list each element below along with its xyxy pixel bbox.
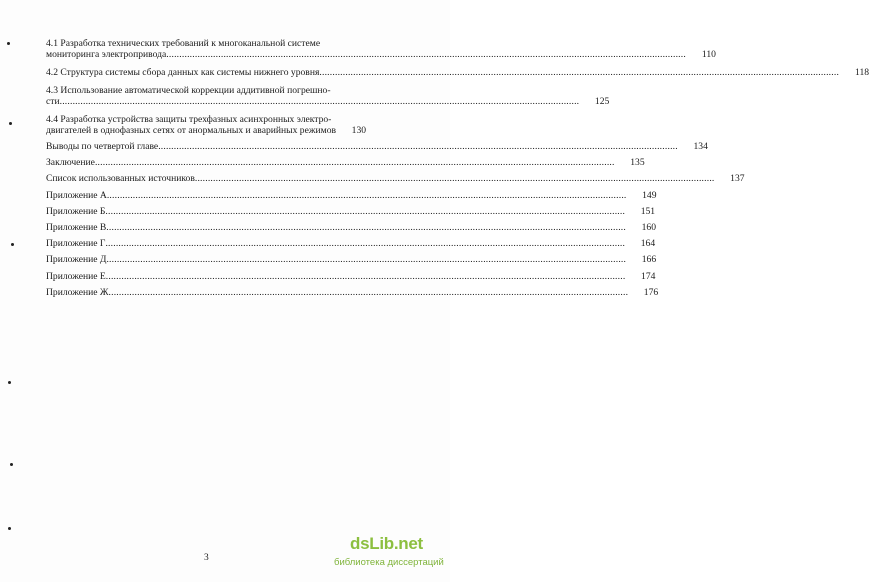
toc-entry xyxy=(46,173,745,185)
watermark-logo: dsLib.net xyxy=(350,534,423,553)
toc-line xyxy=(46,38,354,49)
toc-entry-title: Список использованных источников xyxy=(46,173,195,185)
toc-entry-title: Выводы по четвертой главе xyxy=(46,140,159,152)
toc-leader-dots: ........................................................................................................................................................................................................ xyxy=(166,49,686,61)
toc-entry-title: 4.3 Использование автоматической коррекции аддитивной погрешно- xyxy=(46,84,331,96)
toc-line xyxy=(46,270,656,282)
toc-entry-title: сти xyxy=(46,95,60,107)
scan-mark xyxy=(10,463,13,466)
toc-entry xyxy=(46,286,659,298)
toc-leader-dots: ........................................................................................................................................................................................................ xyxy=(105,205,626,217)
toc-entry-title: Приложение Ж xyxy=(46,286,109,298)
toc-entry xyxy=(46,238,656,250)
toc-entry xyxy=(46,254,657,266)
toc-leader-dots: ........................................................................................................................................................................................................ xyxy=(194,173,715,185)
toc-line xyxy=(46,85,354,96)
toc-line xyxy=(46,157,645,169)
toc-entry-page: 135 xyxy=(630,157,645,169)
toc-entry-title: Приложение А xyxy=(46,189,107,201)
toc-entry xyxy=(46,157,645,169)
toc-entry-page: 130 xyxy=(351,124,367,136)
scan-mark xyxy=(8,381,11,384)
watermark-subtitle: библиотека диссертаций xyxy=(334,557,444,568)
toc-entry-title: мониторинга электропривода xyxy=(46,49,167,61)
page-number: 3 xyxy=(204,553,209,563)
toc-entry xyxy=(46,205,656,217)
toc-line xyxy=(46,140,708,152)
toc-entry-page: 176 xyxy=(643,286,659,298)
toc-entry-page: 166 xyxy=(641,254,657,266)
toc-entry-title: 4.4 Разработка устройства защиты трехфазных асинхронных электро- xyxy=(46,113,332,125)
toc-entry xyxy=(46,189,657,201)
toc-entry-title: Заключение xyxy=(46,157,95,169)
toc-leader-dots: ........................................................................................................................................................................................................ xyxy=(105,238,626,250)
toc-line xyxy=(46,221,656,233)
toc-line xyxy=(46,95,610,107)
toc-entry-title: Приложение В xyxy=(46,221,107,233)
toc-leader-dots: ........................................................................................................................................................................................................ xyxy=(106,221,626,233)
toc-entry-title: Приложение Д xyxy=(46,254,107,266)
toc-line xyxy=(46,173,745,185)
toc-leader-dots: ........................................................................................................................................................................................................ xyxy=(59,95,580,107)
toc-entry-title: двигателей в однофазных сетях от анормальных и аварийных режимов xyxy=(46,124,337,136)
toc-entry-page: 164 xyxy=(640,238,656,250)
toc-line xyxy=(46,254,657,266)
toc-line xyxy=(46,238,656,250)
toc-leader-dots: ........................................................................................................................................................................................................ xyxy=(106,254,627,266)
toc-entry-page: 151 xyxy=(640,205,656,217)
scan-mark xyxy=(8,527,11,530)
toc-line xyxy=(46,114,354,125)
toc-entry-page: 110 xyxy=(701,49,716,61)
watermark xyxy=(330,534,448,574)
toc-line xyxy=(46,49,716,61)
toc-line xyxy=(46,66,869,78)
toc-line xyxy=(46,124,367,136)
toc-line xyxy=(46,189,657,201)
toc-entry-title: 4.1 Разработка технических требований к многоканальной системе xyxy=(46,38,321,49)
toc-entry xyxy=(46,140,708,152)
scan-mark xyxy=(9,122,12,125)
toc-entry-page: 118 xyxy=(855,66,869,78)
toc-line xyxy=(46,205,656,217)
toc-entry-title: 4.2 Структура системы сбора данных как системы нижнего уровня xyxy=(46,66,320,78)
toc-entry-title: Приложение Г xyxy=(46,238,106,250)
toc-entry-page: 149 xyxy=(642,189,657,201)
toc-leader-dots: ........................................................................................................................................................................................................ xyxy=(94,157,615,169)
scan-mark xyxy=(11,243,14,246)
toc-leader-dots: ........................................................................................................................................................................................................ xyxy=(108,286,629,298)
toc-entry xyxy=(46,113,367,136)
toc-entry-page: 160 xyxy=(641,221,656,233)
toc-entry-page: 125 xyxy=(594,95,610,107)
toc-leader-dots: ........................................................................................................................................................................................................ xyxy=(105,270,626,282)
toc-line xyxy=(46,286,659,298)
toc-entry xyxy=(46,84,610,107)
toc-entry-title: Приложение Е xyxy=(46,270,106,282)
toc-entry xyxy=(46,270,656,282)
toc-leader-dots: ........................................................................................................................................................................................................ xyxy=(106,189,627,201)
toc-entry-title: Приложение Б xyxy=(46,205,106,217)
toc-leader-dots: ........................................................................................................................................................................................................ xyxy=(319,66,840,78)
table-of-contents xyxy=(46,38,869,298)
scan-mark xyxy=(7,42,10,45)
toc-entry xyxy=(46,221,656,233)
toc-entry-page: 137 xyxy=(730,173,745,185)
toc-leader-dots: ........................................................................................................................................................................................................ xyxy=(158,140,678,152)
toc-entry-page: 134 xyxy=(693,140,708,152)
toc-entry-page: 174 xyxy=(641,270,656,282)
toc-entry xyxy=(46,38,716,61)
toc-entry xyxy=(46,66,869,78)
